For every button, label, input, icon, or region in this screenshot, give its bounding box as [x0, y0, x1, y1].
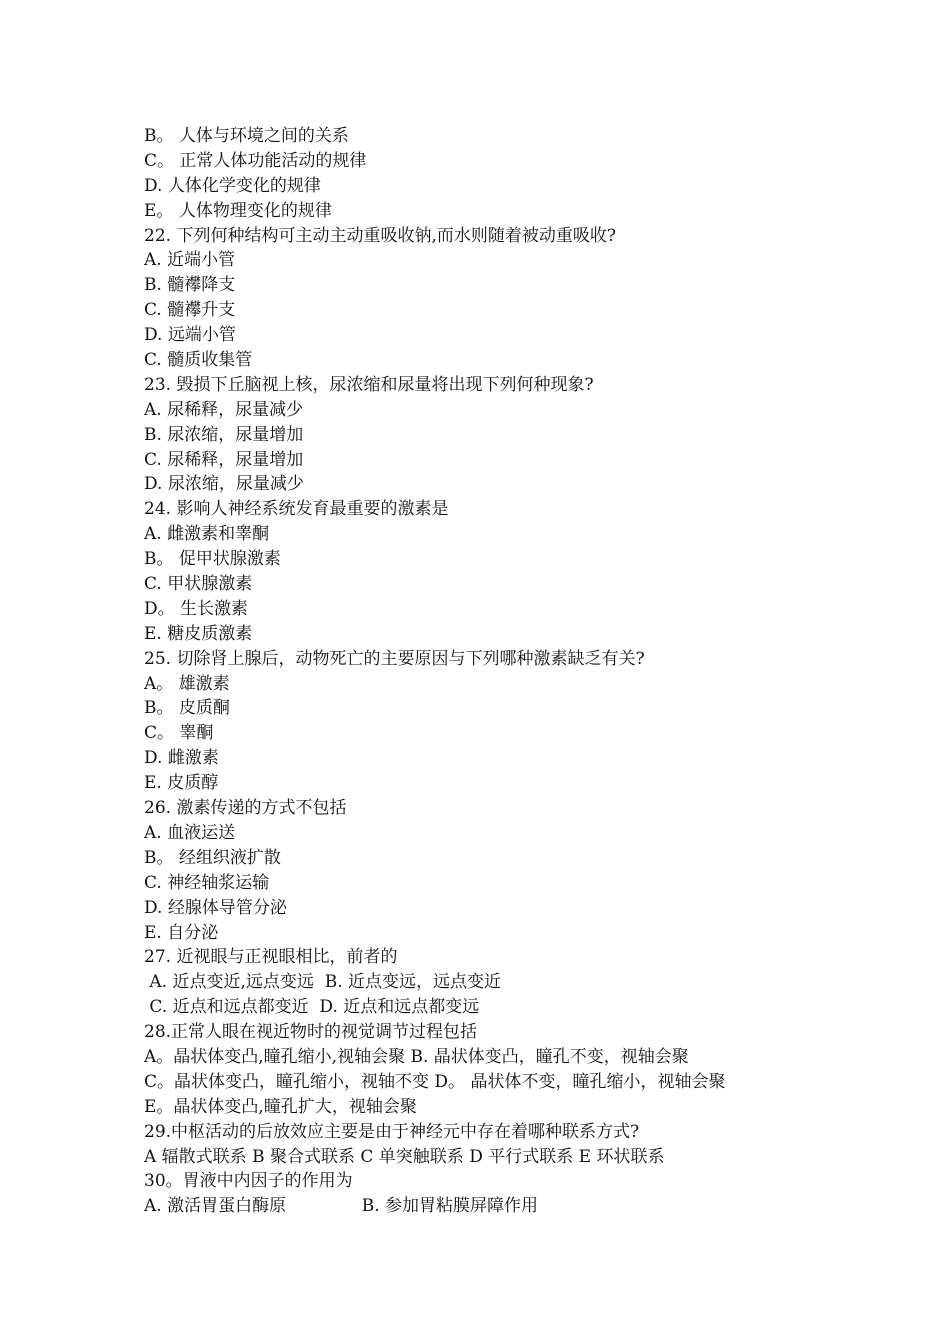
text-line: B。 经组织液扩散 — [144, 847, 281, 868]
text-line: D. 远端小管 — [144, 325, 236, 346]
text-line: C. 甲状腺激素 — [144, 574, 253, 595]
text-line: A. 雌激素和睾酮 — [144, 524, 270, 545]
text-line: A 辐散式联系 B 聚合式联系 C 单突触联系 D 平行式联系 E 环状联系 — [144, 1146, 665, 1167]
text-line: C. 髓质收集管 — [144, 350, 253, 371]
text-line: E. 糖皮质激素 — [144, 623, 253, 644]
text-line: 29.中枢活动的后放效应主要是由于神经元中存在着哪种联系方式? — [144, 1121, 640, 1142]
text-line: 27. 近视眼与正视眼相比，前者的 — [144, 947, 398, 968]
text-line: 22. 下列何种结构可主动主动重吸收钠,而水则随着被动重吸收? — [144, 225, 616, 246]
text-line: E。晶状体变凸,瞳孔扩大，视轴会聚 — [144, 1096, 417, 1117]
text-line: C. 髓襻升支 — [144, 300, 236, 321]
text-line: 23. 毁损下丘脑视上核，尿浓缩和尿量将出现下列何种现象? — [144, 374, 594, 395]
text-line: A. 近端小管 — [144, 250, 236, 271]
text-line: 25. 切除肾上腺后，动物死亡的主要原因与下列哪种激素缺乏有关? — [144, 648, 645, 669]
text-line: 28.正常人眼在视近物时的视觉调节过程包括 — [144, 1022, 478, 1043]
text-line: A. 近点变近,远点变远 B. 近点变远，远点变近 — [144, 972, 501, 993]
text-line: D. 雌激素 — [144, 748, 219, 769]
text-line: A. 尿稀释，尿量减少 — [144, 399, 304, 420]
text-line: C. 近点和远点都变近 D. 近点和远点都变远 — [144, 997, 480, 1018]
text-line: B. 尿浓缩，尿量增加 — [144, 424, 304, 445]
text-line: C. 神经轴浆运输 — [144, 872, 270, 893]
text-line: D. 经腺体导管分泌 — [144, 897, 287, 918]
document-body — [144, 124, 824, 1219]
text-line: E. 自分泌 — [144, 922, 219, 943]
text-line: C. 尿稀释，尿量增加 — [144, 449, 304, 470]
text-line: C。晶状体变凸，瞳孔缩小，视轴不变 D。 晶状体不变，瞳孔缩小，视轴会聚 — [144, 1071, 726, 1092]
text-line: B。 人体与环境之间的关系 — [144, 126, 349, 146]
text-line: D. 人体化学变化的规律 — [144, 175, 321, 196]
text-line: B。 促甲状腺激素 — [144, 549, 281, 570]
text-line: B。 皮质酮 — [144, 698, 230, 719]
text-line: E. 皮质醇 — [144, 773, 219, 794]
text-line: C。 睾酮 — [144, 723, 214, 744]
text-line: E。 人体物理变化的规律 — [144, 200, 332, 221]
text-line: A. 激活胃蛋白酶原 B. 参加胃粘膜屏障作用 — [144, 1196, 539, 1217]
text-line: A。 雄激素 — [144, 673, 230, 694]
text-line: D。 生长激素 — [144, 598, 249, 619]
text-line: D. 尿浓缩，尿量减少 — [144, 474, 304, 495]
text-line: A. 血液运送 — [144, 822, 236, 843]
text-line: A。晶状体变凸,瞳孔缩小,视轴会聚 B. 晶状体变凸，瞳孔不变，视轴会聚 — [144, 1046, 689, 1067]
text-line: B. 髓襻降支 — [144, 275, 236, 296]
text-line: 24. 影响人神经系统发育最重要的激素是 — [144, 499, 449, 520]
text-line: 26. 激素传递的方式不包括 — [144, 798, 347, 819]
text-line: C。 正常人体功能活动的规律 — [144, 150, 367, 171]
text-line: 30。胃液中内因子的作用为 — [144, 1171, 353, 1192]
